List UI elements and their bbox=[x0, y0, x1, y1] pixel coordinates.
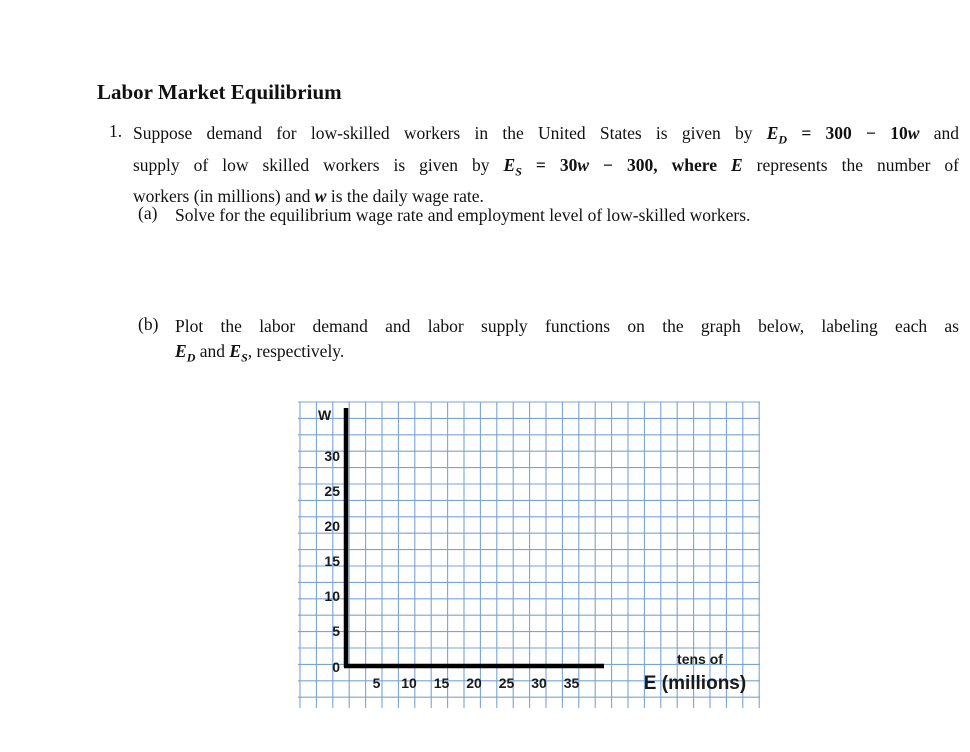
x-axis-label-line-2: E (millions) bbox=[643, 673, 747, 694]
question-text bbox=[133, 121, 959, 209]
y-tick-label: 20 bbox=[324, 518, 340, 534]
part-b-line-2: $E_D$ and $E_S$, respectively. bbox=[175, 341, 345, 365]
labor-market-graph bbox=[296, 398, 762, 710]
part-b-text bbox=[175, 314, 959, 371]
x-tick-label: 5 bbox=[372, 675, 381, 691]
question-number: 1. bbox=[109, 121, 123, 141]
y-tick-label: 0 bbox=[332, 659, 340, 675]
question-line-2: supply of low skilled workers is given by $E_S = 30w - 300$, where E represents the number of bbox=[133, 154, 959, 178]
x-tick-label: 10 bbox=[401, 675, 417, 691]
y-tick-label: 15 bbox=[324, 553, 340, 569]
x-tick-label: 30 bbox=[531, 675, 547, 691]
part-b-line-1: Plot the labor demand and labor supply functions on the graph below, labeling each as bbox=[175, 316, 959, 336]
question-line-1: Suppose demand for low-skilled workers in the United States is given by $E_D = 300 - 10w$ and bbox=[133, 123, 959, 147]
section-title: Labor Market Equilibrium bbox=[97, 80, 342, 104]
question-line-3: workers (in millions) and w is the daily wage rate. bbox=[133, 186, 484, 206]
graph-axes bbox=[344, 408, 604, 667]
x-tick-label: 35 bbox=[563, 675, 580, 691]
y-tick-label: 5 bbox=[332, 623, 340, 639]
y-tick-label: 30 bbox=[324, 448, 340, 464]
y-tick-label: 10 bbox=[324, 588, 340, 604]
x-tick-label: 15 bbox=[433, 675, 450, 691]
part-a-text: Solve for the equilibrium wage rate and employment level of low-skilled workers. bbox=[175, 205, 751, 225]
part-b-label: (b) bbox=[138, 314, 159, 334]
x-tick-label: 25 bbox=[498, 675, 515, 691]
part-a-label: (a) bbox=[138, 203, 158, 223]
x-axis-label-line-1: tens of bbox=[677, 651, 723, 667]
x-tick-label: 20 bbox=[466, 675, 482, 691]
y-axis-label: W bbox=[318, 407, 332, 423]
y-tick-label: 25 bbox=[324, 483, 340, 499]
